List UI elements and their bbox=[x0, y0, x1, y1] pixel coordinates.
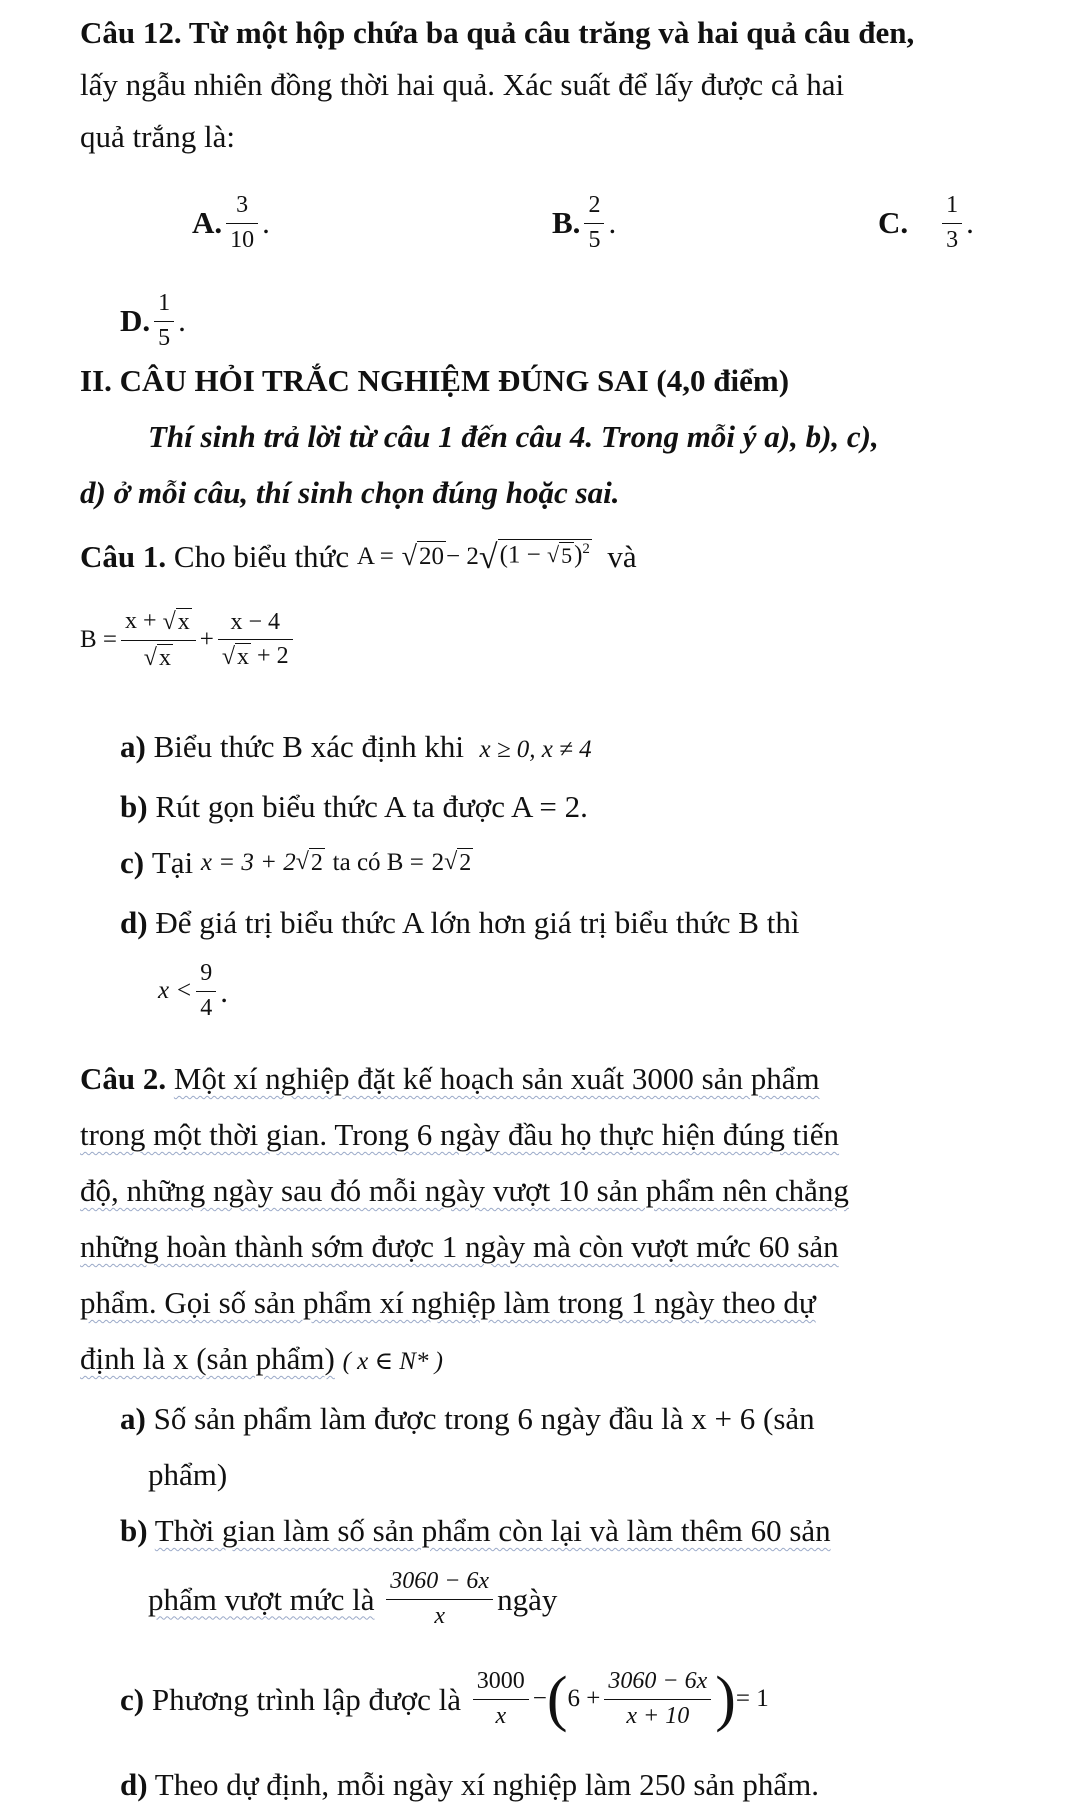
item-text-2: ta có B = bbox=[332, 848, 424, 876]
fraction bbox=[196, 960, 216, 1022]
q12-line-2: lấy ngẫu nhiên đồng thời hai quả. Xác suất để lấy được cả hai bbox=[80, 67, 845, 102]
q12-line-1 bbox=[80, 14, 914, 51]
intro-text: Cho biểu thức bbox=[173, 539, 350, 574]
b-coef: 2 bbox=[431, 848, 445, 876]
q12-option-a: A. $\frac{3}{10}$ . bbox=[192, 192, 270, 253]
c2-item-c: c) Phương trình lập được là $\frac{3000}{x}$ − ( 6 + $\frac{3060 - 6x}{x + 10}$ ) = 1 bbox=[120, 1665, 769, 1734]
fraction bbox=[584, 192, 604, 254]
radicand: x bbox=[177, 609, 190, 636]
condition: ( x ∈ N* ) bbox=[342, 1348, 444, 1375]
q12-line-3: quả trắng là: bbox=[80, 119, 235, 154]
option-label: C. bbox=[878, 205, 909, 241]
numerator: 1 bbox=[946, 192, 959, 218]
c2-item-a-cont: phẩm) bbox=[148, 1457, 228, 1492]
section-instruction-2: d) ở mỗi câu, thí sinh chọn đúng hoặc sai. bbox=[80, 475, 620, 510]
denominator: 5 bbox=[588, 226, 601, 253]
item-text: Tại bbox=[151, 845, 194, 880]
denominator: 5 bbox=[158, 324, 171, 351]
q12-option-d: D. $\frac{1}{5}$ . bbox=[120, 290, 186, 351]
numerator: 3000 bbox=[476, 1668, 525, 1694]
denominator: x bbox=[495, 1702, 507, 1729]
c2-line-5: phẩm. Gọi số sản phẩm xí nghiệp làm trong 1 ngày theo dự bbox=[80, 1285, 816, 1320]
c2-line-2: trong một thời gian. Trong 6 ngày đầu họ thực hiện đúng tiến bbox=[80, 1117, 840, 1152]
numerator: 3060 − 6x bbox=[608, 1668, 708, 1694]
c1-expr-b bbox=[80, 608, 297, 673]
c2-line-1 bbox=[80, 1060, 820, 1097]
item-text: Rút gọn biểu thức A ta được A = 2. bbox=[155, 789, 588, 824]
period: . bbox=[220, 973, 228, 1009]
q12-option-b: B. $\frac{2}{5}$ . bbox=[552, 192, 617, 253]
q12-text: Câu 12. Từ một hộp chứa ba quả câu trăng và hai quả câu đen, bbox=[80, 15, 915, 50]
c2-line-3: độ, những ngày sau đó mỗi ngày vượt 10 sản phẩm nên chẳng bbox=[80, 1173, 849, 1208]
minus-two: − 2 bbox=[446, 542, 479, 570]
item-text: Theo dự định, mỗi ngày xí nghiệp làm 250 sản phẩm. bbox=[154, 1767, 820, 1802]
inner-open: (1 − bbox=[499, 540, 547, 568]
num-part: x + bbox=[125, 608, 163, 634]
den-tail: + 2 bbox=[251, 643, 289, 670]
six-plus: 6 + bbox=[567, 1685, 601, 1713]
item-label: c) bbox=[120, 1681, 145, 1717]
c2-item-d bbox=[120, 1766, 819, 1803]
numerator: 3060 − 6x bbox=[390, 1568, 490, 1594]
line-text: định là x (sản phẩm) bbox=[80, 1341, 335, 1376]
c1-item-d-cond bbox=[158, 960, 228, 1022]
fraction-1: x + √ x √ x bbox=[121, 608, 196, 673]
item-label: a) bbox=[120, 1401, 146, 1436]
c1-item-c: c) Tại x = 3 + 2 √ 2 ta có B = 2 √ 2 bbox=[120, 845, 472, 880]
x-value: x = 3 + 2 bbox=[200, 848, 296, 876]
question-label: Câu 1. bbox=[80, 539, 167, 574]
question-label: Câu 2. bbox=[80, 1061, 167, 1096]
item-label: a) bbox=[120, 729, 146, 764]
item-label: b) bbox=[120, 1513, 148, 1548]
q12-option-c: C. $\frac{1}{3}$ . bbox=[878, 192, 974, 253]
fraction bbox=[154, 290, 174, 352]
denominator: 3 bbox=[946, 226, 959, 253]
exponent: 2 bbox=[582, 540, 590, 557]
c2-line-6 bbox=[80, 1340, 443, 1377]
equals-one: = 1 bbox=[735, 1685, 769, 1713]
item-label: d) bbox=[120, 1767, 148, 1802]
item-text: Biểu thức B xác định khi bbox=[153, 729, 464, 764]
c1-item-d bbox=[120, 904, 799, 941]
fraction bbox=[386, 1568, 493, 1630]
item-text: Thời gian làm số sản phẩm còn lại và làm thêm 60 sản bbox=[154, 1513, 831, 1548]
x-less: x < bbox=[158, 977, 193, 1005]
radicand-5: 5 bbox=[561, 543, 573, 569]
fraction bbox=[226, 192, 258, 254]
radicand: x bbox=[237, 644, 250, 671]
c2-item-a bbox=[120, 1400, 815, 1437]
c2-line-4: những hoàn thành sớm được 1 ngày mà còn vượt mức 60 sản bbox=[80, 1229, 839, 1264]
line-text: Một xí nghiệp đặt kế hoạch sản xuất 3000 sản phẩm bbox=[173, 1061, 820, 1096]
fraction-2 bbox=[604, 1668, 711, 1730]
sqrt-expr: √ (1 − √ 5 )$^2$ bbox=[478, 538, 590, 576]
denominator: x + 10 bbox=[626, 1702, 690, 1729]
inner-close: ) bbox=[574, 540, 583, 568]
numerator: 9 bbox=[200, 960, 213, 986]
plus-sign: + bbox=[199, 626, 214, 654]
c1-intro bbox=[80, 538, 637, 575]
radicand: 2 bbox=[459, 849, 472, 876]
item-label: d) bbox=[120, 905, 148, 940]
radicand: 20 bbox=[419, 543, 445, 571]
and-word: và bbox=[607, 539, 637, 574]
fraction-1 bbox=[473, 1668, 529, 1730]
expr-b-prefix: B = bbox=[80, 626, 118, 654]
section-instruction-1: Thí sinh trả lời từ câu 1 đến câu 4. Trong mỗi ý a), b), c), bbox=[148, 419, 879, 454]
radicand: x bbox=[158, 644, 171, 671]
item-text: Số sản phẩm làm được trong 6 ngày đầu là x + 6 (sản bbox=[153, 1401, 815, 1436]
option-label: D. bbox=[120, 303, 151, 339]
option-label: B. bbox=[552, 205, 581, 241]
c2-item-b-cont bbox=[148, 1568, 557, 1630]
item-text: Phương trình lập được là bbox=[151, 1681, 462, 1717]
denominator: x bbox=[434, 1602, 445, 1629]
minus-sign: − bbox=[532, 1685, 547, 1713]
item-label: b) bbox=[120, 789, 148, 824]
numerator: 3 bbox=[236, 192, 249, 218]
item-condition: x ≥ 0, x ≠ 4 bbox=[479, 736, 592, 763]
section-heading: II. CÂU HỎI TRẮC NGHIỆM ĐÚNG SAI (4,0 điểm) bbox=[80, 363, 790, 398]
denominator: 4 bbox=[200, 994, 213, 1021]
c1-item-a bbox=[120, 728, 592, 765]
numerator: 1 bbox=[158, 290, 171, 316]
numerator: x − 4 bbox=[230, 608, 280, 635]
item-label: c) bbox=[120, 845, 145, 880]
unit: ngày bbox=[497, 1581, 558, 1617]
fraction bbox=[942, 192, 962, 254]
radicand: 2 bbox=[310, 849, 323, 876]
fraction-2: x − 4 √ x + 2 bbox=[218, 609, 293, 672]
denominator: 10 bbox=[230, 226, 255, 253]
c1-item-b bbox=[120, 788, 588, 825]
item-text: phẩm vượt mức là bbox=[148, 1581, 375, 1617]
item-text: Để giá trị biểu thức A lớn hơn giá trị biểu thức B thì bbox=[155, 905, 800, 940]
expr-a-prefix: A = bbox=[356, 542, 394, 570]
numerator: 2 bbox=[588, 192, 601, 218]
c2-item-b bbox=[120, 1512, 831, 1549]
option-label: A. bbox=[192, 205, 223, 241]
sqrt-20: √ 20 bbox=[401, 541, 445, 573]
